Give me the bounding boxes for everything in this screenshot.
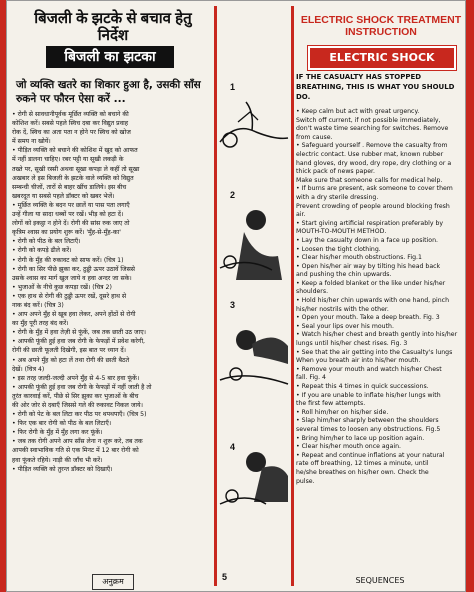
english-instruction-line: hand gloves, dry wood, dry rope, dry clothing or a (296, 159, 452, 167)
english-banner: ELECTRIC SHOCK (308, 46, 456, 70)
hindi-instruction-line: लोगों को इकट्ठा न होने दें। रोगी की सांस रुक जाए तो (12, 220, 130, 228)
english-instruction-line: When you breath air into his/her mouth. (296, 357, 421, 365)
illustration-column (214, 0, 294, 592)
english-instruction-line: • Keep calm but act with great urgency. (296, 108, 420, 115)
english-instruction-line: the first few attempts. (296, 400, 366, 408)
english-instruction-line: • Roll him/her on his/her side. (296, 408, 389, 416)
figure-2 (216, 190, 292, 300)
english-instruction-line: shoulders. (296, 288, 329, 296)
english-subtitle: IF THE CASUALTY HAS STOPPED BREATHING, THIS IS WHAT YOU SHOULD DO. (296, 73, 455, 101)
figure-3-number: 3 (230, 300, 236, 310)
english-instruction-line: thick pack of news paper. (296, 168, 375, 176)
hindi-instruction-line: रोक दें, स्विच का अता पता न होने पर स्विच को खोज (12, 129, 131, 137)
english-instruction-line: Switch off current, if not possible immediately, (296, 116, 441, 124)
english-instruction-line: pulse. (296, 477, 315, 485)
figure-5 (216, 534, 292, 590)
hindi-instruction-line: सम्बन्धी चीजों, तारों से बाहर खींच डालिये। इस बीच (12, 183, 127, 191)
english-instruction-line: • Slap him/her sharply between the shoulders (296, 417, 439, 425)
hindi-instruction-line: • रोगी को कपड़े ढीले करें। (12, 247, 72, 255)
english-instruction-line: from cause. (296, 133, 333, 141)
english-instruction-line: • Repeat this 4 times in quick successions. (296, 383, 429, 390)
english-instruction-line: • Clear his/her mouth once again. (296, 443, 402, 451)
english-instruction-line: • If you are unable to inflate his/her lungs with (296, 391, 441, 399)
hindi-instruction-line: • अब अपने मुँह को हटा लें तथा रोगी की छाती बैठते (12, 356, 130, 364)
hindi-instruction-line: • मूर्छित व्यक्ति के बदन पर छालें या पास पता लगाएँ (12, 201, 130, 209)
english-instruction-list (296, 108, 464, 486)
hindi-instruction-line: • इस तरह जल्दी-जल्दी अपने मुँह से 4-5 बार हवा फूंकें। (12, 374, 140, 382)
figure-3-illustration (216, 300, 292, 400)
figure-3 (216, 300, 292, 410)
english-column (294, 0, 466, 592)
hindi-instruction-line: • भुजाओं के नीचे कुछ कपड़ा रखें। (चित्र 2) (12, 283, 112, 291)
hindi-instruction-line: • फिर एक बार रोगी को पीठ के बल लिटाएँ। (12, 420, 112, 428)
english-instruction-line: rate off breathing, 12 times a minute, until (296, 460, 429, 468)
hindi-instruction-line: रोगी की छाती फूलती दिखेगी, इस बात पर ध्यान दें। (12, 347, 126, 355)
hindi-instruction-line: • आप अपने मुँह से खूब हवा लेकर, अपने होंठों से रोगी (12, 311, 136, 319)
hindi-instruction-line: • रोगी को पीठ के बल लिटाएँ। (12, 238, 81, 246)
english-instruction-line: and pushing the chin upwards. (296, 271, 392, 279)
english-instruction-line: Prevent crowding of people around blocking fresh (296, 202, 450, 210)
hindi-header-line2: निर्देश (97, 27, 129, 44)
hindi-footer: अनुक्रम (92, 574, 134, 590)
english-header: ELECTRIC SHOCK TREATMENT INSTRUCTION (300, 14, 462, 38)
hindi-instruction-line: • रोगी का सिर पीछे झुका कर, ठुड्डी ऊपर उठावें जिससे (12, 265, 135, 273)
figure-5-number: 5 (222, 572, 228, 582)
hindi-instruction-line: हवा फूंकते रहिये। नाड़ी की जाँच भी करें। (12, 456, 103, 464)
english-instruction-line: • Lay the casualty down in a face up position. (296, 236, 438, 244)
hindi-instruction-line: अखबार ले इस बिजली के झटके वाले व्यक्ति को विद्युत (12, 174, 134, 182)
hindi-subtitle: जो व्यक्ति खतरे का शिकार हुआ है, उसकी साँस रुकने पर फौरन ऐसा करें ... (16, 79, 201, 105)
hindi-header-line1: बिजली के झटके से बचाव हेतु (34, 10, 192, 27)
figure-1 (216, 82, 292, 192)
english-instruction-line: • Open his/her air way by tilting his head back (296, 262, 441, 270)
hindi-instruction-line: में समय ना खोयें। (12, 138, 51, 146)
hindi-instruction-line: तख्ते पर, सूखी रस्सी अथवा सूखा कपड़ा ले कहीं तो सूखा (12, 165, 140, 173)
english-instruction-line: fall. Fig. 4 (296, 374, 326, 382)
hindi-instruction-line: • आपकी फूंकी हुई हवा जब रोगी के फेफड़ों में नहीं जाती है तो (12, 383, 152, 391)
english-instruction-line: • Hold his/her chin upwards with one hand, pinch (296, 297, 450, 305)
hindi-instruction-list (12, 110, 212, 474)
figure-1-illustration (216, 82, 292, 182)
figure-4-illustration (216, 412, 292, 512)
english-instruction-line: don't waste time searching for switches. Remove (296, 125, 449, 133)
hindi-instruction-line: नाक बंद करें। (चित्र 3) (12, 301, 64, 309)
figure-4 (216, 412, 292, 522)
english-instruction-line: • Seal your lips over his mouth. (296, 322, 394, 330)
hindi-instruction-line: उन्हें गीला या सादा धब्बों पर रखें। भीड़ को हटा दें। (12, 211, 124, 219)
english-instruction-line: lungs until his/her chest rises. Fig. 3 (296, 340, 408, 348)
english-instruction-line: • Start giving artificial respiration preferably by (296, 219, 444, 227)
hindi-header (18, 10, 208, 44)
english-instruction-line: • Clear his/her mouth obstructions. Fig.1 (296, 254, 422, 262)
hindi-instruction-line: कोशिश करें। सबसे पहले स्विच दबा कर विद्युत प्रवाह (12, 120, 129, 128)
english-instruction-line: several times to loosen any obstructions. Fig.5 (296, 425, 441, 433)
hindi-instruction-line: की ओर जोर से दबाएँ जिससे गले की रुकावट निकल जाये। (12, 402, 143, 409)
hindi-instruction-line: आपकी स्वाभाविक गति से एक मिनट में 12 बार रोगी को (12, 447, 139, 455)
hindi-instruction-line: खबरदूत या सबसे पहले डॉक्टर को खबर भेजें। (12, 192, 115, 200)
hindi-instruction-line: में नहीं डालना चाहिए। रबर पट्टी या सूखी लकड़ी के (12, 156, 124, 164)
hindi-instruction-line: • आपकी फूंकी हुई हवा जब रोगी के फेफड़ों में प्रवेश करेगी, (12, 338, 146, 346)
english-footer: SEQUENCES (355, 576, 405, 585)
hindi-instruction-line: का मुँह पूरी तरह बंद करें। (12, 320, 69, 328)
english-instruction-line: electric contact. Use rubber mat, known rubber (296, 150, 444, 158)
english-instruction-line: • Safeguard yourself . Remove the casualty from (296, 142, 448, 150)
english-instruction-line: with a dry sterile dressing. (296, 193, 379, 201)
hindi-column (6, 0, 214, 592)
figure-1-number: 1 (230, 82, 236, 92)
english-instruction-line: he/she breathes on his/her own. Check the (296, 468, 429, 476)
hindi-instruction-line: • रोगी के मुँह में हवा तेज़ी से फूंकें, जब तक छाती उठ जाए। (12, 329, 147, 337)
hindi-instruction-line: • फिर रोगी के मुँह में मुँह लगा कर फूंकें। (12, 429, 103, 437)
hindi-instruction-line: तुरंत कारवाई करें, पीछे से सिर झुका कर भुजाओं के बीच (12, 392, 139, 400)
figure-2-number: 2 (230, 190, 236, 200)
hindi-instruction-line: • जब तक रोगी अपने आप साँस लेना न शुरू करे, तब तक (12, 438, 143, 446)
english-instruction-line: his/her nostrils with the other. (296, 305, 389, 313)
english-instruction-line: • Loosen the tight clothing. (296, 245, 381, 253)
english-instruction-line: • Repeat and continue inflations at your natural (296, 451, 445, 459)
hindi-instruction-line: • रोगी को पेट के बल लिटा कर पीठ पर थपथपाएँ। (चित्र 5) (12, 411, 147, 419)
figure-2-illustration (216, 190, 292, 290)
english-instruction-line: • Bring him/her to lace up position again. (296, 434, 425, 442)
hindi-instruction-line: • एक हाथ से रोगी की ठुड्डी ऊपर रखें, दूसरे हाथ से (12, 292, 127, 300)
hindi-instruction-line: • रोगी के मुँह की रुकावट को साफ करें। (चित्र 1) (12, 256, 124, 264)
english-instruction-line: • Remove your mouth and watch his/her Chest (296, 365, 442, 373)
hindi-instruction-line: • पीड़ित व्यक्ति को तुरन्त डॉक्टर को दिखाएँ। (12, 465, 113, 473)
hindi-instruction-line: कृत्रिम श्वास का प्रयोग शुरू करें। 'मुँह-से-मुँह-का' (12, 229, 121, 237)
poster (6, 0, 466, 592)
english-instruction-line: • Open your mouth. Take a deep breath. Fig. 3 (296, 314, 440, 322)
hindi-instruction-line: उसके श्वास का मार्ग खुल जाये व हवा अन्दर जा सके। (12, 274, 132, 282)
hindi-banner: बिजली का झटका (46, 46, 174, 68)
hindi-instruction-line: • पीड़ित व्यक्ति को बचाने की कोशिश में खुद को आफत (12, 147, 138, 155)
english-instruction-line: • Keep a folded blanket or the like under his/her (296, 279, 446, 287)
figure-4-number: 4 (230, 442, 236, 452)
hindi-instruction-line: • रोगी से सावधानीपूर्वक मूर्छित व्यक्ति को बचाने की (12, 111, 129, 118)
english-instruction-line: • Watch his/her chest and breath gently into his/her (296, 331, 458, 339)
hindi-instruction-line: देखें। (चित्र 4) (12, 365, 45, 373)
english-instruction-line: MOUTH-TO-MOUTH METHOD. (296, 228, 387, 236)
english-instruction-line: • See that the air getting into the Casualty's lungs (296, 348, 453, 356)
english-instruction-line: Make sure that someone calls for medical help. (296, 176, 443, 184)
english-instruction-line: • If burns are present, ask someone to cover them (296, 185, 453, 193)
english-instruction-line: air. (296, 211, 306, 219)
